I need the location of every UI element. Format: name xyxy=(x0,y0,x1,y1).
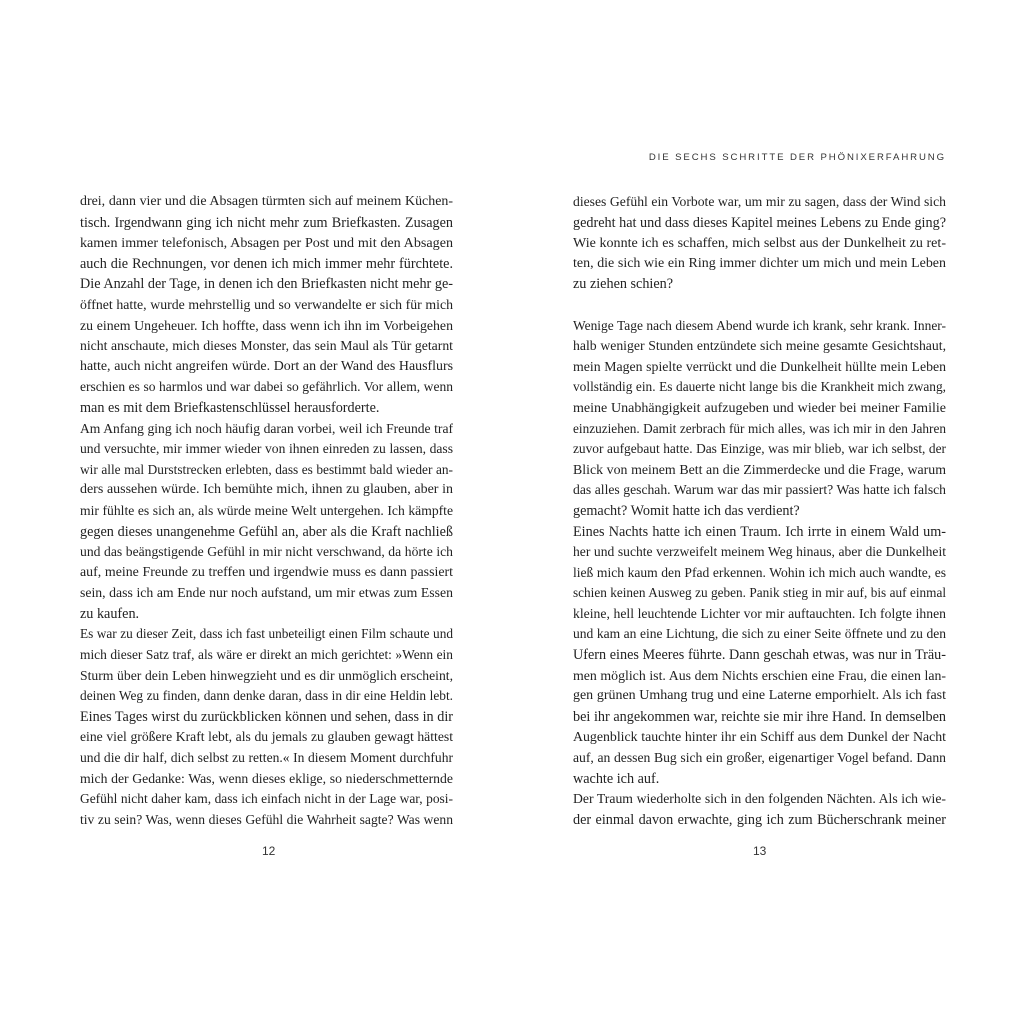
text-line: Es war zu dieser Zeit, dass ich fast unbeteiligt einen Film schaute und xyxy=(80,626,453,642)
text-line: mich der Gedanke: Was, wenn dieses eklige, so niederschmetternde xyxy=(80,770,453,786)
text-line: dieses Gefühl ein Vorbote war, um mir zu sagen, dass der Wind sich xyxy=(573,194,946,209)
text-line: Ufern eines Meeres führte. Dann geschah etwas, was nur in Träu- xyxy=(573,647,946,664)
text-line: und die dir half, dich selbst zu retten.« In diesem Moment durchfuhr xyxy=(80,750,453,766)
running-head: DIE SECHS SCHRITTE DER PHÖNIXERFAHRUNG xyxy=(648,152,946,163)
text-line: bei ihr angekommen war, reichte sie mir ihre Hand. In demselben xyxy=(573,708,946,725)
left-page-number: 12 xyxy=(262,844,276,858)
text-line: auf, an dessen Bug sich ein großer, eigenartiger Vogel befand. Dann xyxy=(573,750,946,766)
text-line: gen grünen Umhang trug und eine Laterne emporhielt. Als ich fast xyxy=(573,688,946,704)
text-line: Gefühl nicht daher kam, dass ich einfach nicht in der Lage war, posi- xyxy=(80,791,453,807)
text-line: Am Anfang ging ich noch häufig daran vorbei, weil ich Freunde traf xyxy=(80,420,453,436)
text-line: Wenige Tage nach diesem Abend wurde ich krank, sehr krank. Inner- xyxy=(573,317,946,333)
text-line: Der Traum wiederholte sich in den folgenden Nächten. Als ich wie- xyxy=(573,791,946,807)
text-line: sein, dass ich am Ende nur noch aufstand, um mir etwas zum Essen xyxy=(80,585,453,601)
text-line: zu ziehen schien? xyxy=(573,276,674,293)
text-line: Augenblick tauchte hinter ihr ein Schiff aus dem Dunkel der Nacht xyxy=(573,729,946,745)
text-line: kleine, hell leuchtende Lichter vor mir auftauchten. Ich folgte ihnen xyxy=(573,605,946,621)
text-line: und kam an eine Lichtung, die sich zu einer Seite öffnete und zu den xyxy=(573,626,946,642)
text-line: mich dieser Satz traf, als wäre er direkt an mich gerichtet: »Wenn ein xyxy=(80,647,453,663)
text-line: Wie konnte ich es schaffen, mich selbst aus der Dunkelheit zu ret- xyxy=(573,235,946,252)
text-line: gemacht? Womit hatte ich das verdient? xyxy=(573,502,800,519)
text-line: mein Magen spielte verrückt und die Dunkelheit hüllte mein Leben xyxy=(573,358,946,374)
text-line: deinen Weg zu finden, dann denke daran, dass in dir eine Heldin lebt. xyxy=(80,688,453,704)
text-line: tisch. Irgendwann ging ich nicht mehr zum Briefkasten. Zusagen xyxy=(80,214,453,231)
text-line: öffnet hatte, wurde mehrstellig und so verwandelte er sich für mich xyxy=(80,296,453,312)
text-line: das alles geschah. Warum war das mir passiert? Was hatte ich falsch xyxy=(573,482,946,498)
text-line: und versuchte, mir immer wieder von ihnen einreden zu lassen, dass xyxy=(80,441,453,457)
left-page-text xyxy=(80,192,453,830)
text-line: auch die Rechnungen, vor denen ich mich immer mehr fürchtete. xyxy=(80,255,453,272)
text-line: gedreht hat und dass dieses Kapitel meines Lebens zu Ende ging? xyxy=(573,214,946,231)
text-line: man es mit dem Briefkastenschlüssel herausforderte. xyxy=(80,399,380,416)
text-line: drei, dann vier und die Absagen türmten sich auf meinem Küchen- xyxy=(80,194,453,209)
text-line: halb weniger Stunden entzündete sich meine gesamte Gesichtshaut, xyxy=(573,338,946,354)
text-line: wachte ich auf. xyxy=(573,770,660,787)
text-line: wir alle mal Durststrecken erlebten, dass es bestimmt bald wieder an- xyxy=(80,461,453,477)
text-line: der einmal davon erwachte, ging ich zum Bücherschrank meiner xyxy=(573,811,946,828)
text-line: tiv zu sein? Was, wenn dieses Gefühl die Wahrheit sagte? Was wenn xyxy=(80,811,453,827)
text-line: Eines Nachts hatte ich einen Traum. Ich irrte in einem Wald um- xyxy=(573,523,946,540)
text-line: einzuziehen. Damit zerbrach für mich alles, was ich mir in den Jahren xyxy=(573,420,946,436)
text-line: eine viel größere Kraft lebt, als du jemals zu glauben gewagt hättest xyxy=(80,729,453,745)
text-line: zu kaufen. xyxy=(80,605,140,622)
right-page-number: 13 xyxy=(753,844,767,858)
text-line: ließ mich kaum den Pfad erkennen. Wohin ich mich auch wandte, es xyxy=(573,564,946,580)
paragraph-gap xyxy=(573,295,946,316)
text-line: ders aussehen würde. Ich bemühte mich, ihnen zu glauben, aber in xyxy=(80,482,453,498)
text-line: her und suchte verzweifelt meinem Weg hinaus, aber die Dunkelheit xyxy=(573,544,946,560)
text-line: meine Unabhängigkeit aufzugeben und wieder bei meiner Familie xyxy=(573,399,946,416)
text-line: und das beängstigende Gefühl in mir nicht verschwand, da hörte ich xyxy=(80,544,453,560)
text-line: Eines Tages wirst du zurückblicken können und sehen, dass in dir xyxy=(80,708,453,725)
text-line: kamen immer telefonisch, Absagen per Post und mit den Absagen xyxy=(80,235,453,252)
text-line: vollständig ein. Es dauerte nicht lange bis die Krankheit mich zwang, xyxy=(573,379,946,395)
text-line: schien keinen Ausweg zu geben. Panik stieg in mir auf, bis auf einmal xyxy=(573,585,946,601)
text-line: Sturm über dein Leben hinwegzieht und es dir unmöglich erscheint, xyxy=(80,667,453,683)
text-line: Die Anzahl der Tage, in denen ich den Briefkasten nicht mehr ge- xyxy=(80,276,453,293)
text-line: men möglich ist. Aus dem Nichts erschien eine Frau, die einen lan- xyxy=(573,667,946,683)
text-line: mir fühlte es sich an, als würde meine Welt untergehen. Ich kämpfte xyxy=(80,502,453,518)
text-line: zuvor aufgebaut hatte. Das Einzige, was mir blieb, war ich selbst, der xyxy=(573,441,946,457)
right-page-text xyxy=(573,192,946,830)
text-line: hatte, auch nicht angreifen würde. Dort an der Wand des Hausflurs xyxy=(80,358,453,374)
text-line: ten, die sich wie ein Ring immer dichter um mich und mein Leben xyxy=(573,255,946,271)
text-line: nicht anschaute, mich dieses Monster, das sein Maul als Tür getarnt xyxy=(80,338,453,354)
text-line: zu einem Ungeheuer. Ich hoffte, dass wenn ich ihn im Vorbeigehen xyxy=(80,317,453,333)
right-page xyxy=(512,0,1024,1024)
text-line: auf, meine Freunde zu treffen und irgendwie muss es dann passiert xyxy=(80,564,453,580)
text-line: gegen dieses unangenehme Gefühl an, aber als die Kraft nachließ xyxy=(80,523,453,540)
text-line: erschien es so harmlos und war dabei so gefährlich. Vor allem, wenn xyxy=(80,379,453,395)
text-line: Blick von meinem Bett an die Zimmerdecke und die Frage, warum xyxy=(573,461,946,477)
